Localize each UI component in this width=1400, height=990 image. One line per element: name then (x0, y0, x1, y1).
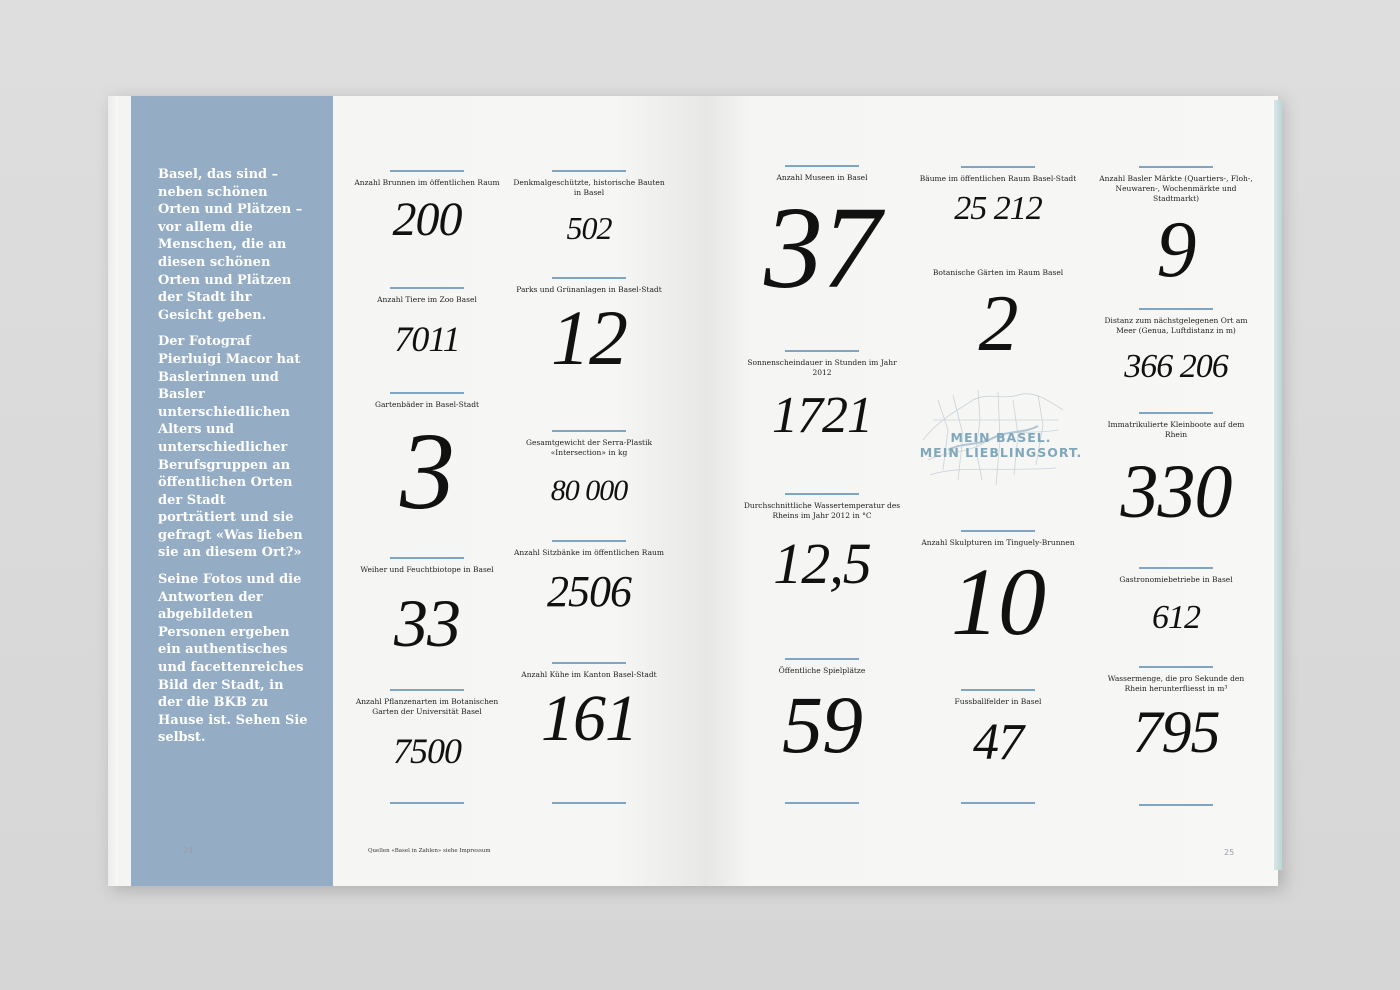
stat-block (509, 170, 669, 244)
stat-rule (552, 277, 626, 279)
stat-block (1096, 567, 1256, 635)
stat-rule (552, 170, 626, 172)
stat-block (347, 689, 507, 769)
stat-rule (785, 493, 859, 495)
stat-value: 59 (782, 678, 862, 770)
stat-block (1096, 666, 1256, 765)
intro-paragraph: Seine Fotos und die Antworten der abgebildeten Personen ergeben ein authentisches und facettenreiches Bild der Stadt, in der die BKB zu Hause ist. Sehen Sie selbst. (158, 572, 308, 746)
stat-value: 25 212 (954, 189, 1042, 227)
stat-rule (1139, 308, 1213, 310)
stat-value: 37 (764, 181, 880, 313)
stat-label: Denkmalgeschützte, historische Bauten in Basel (513, 177, 665, 197)
stat-rule (1139, 567, 1213, 569)
stat-value: 12,5 (773, 530, 871, 596)
stat-block (509, 277, 669, 381)
stat-value: 612 (1152, 598, 1200, 636)
stat-value: 366 206 (1124, 347, 1228, 385)
stat-block (1096, 166, 1256, 294)
stat-rule (552, 662, 626, 664)
source-note: Quellen «Basel in Zahlen» siehe Impressum (368, 848, 491, 854)
intro-paragraph: Der Fotograf Pierluigi Macor hat Baslerinnen und Basler unterschiedlichen Alters und unterschiedlicher Berufsgruppen an öffentlichen Orten der Stadt porträtiert und sie gefragt «Was lieben sie an diesem Ort?» (158, 334, 303, 561)
stat-label: Bäume im öffentlichen Raum Basel-Stadt (919, 173, 1077, 183)
map-title-line: MEIN BASEL. (950, 430, 1052, 445)
stat-block (1096, 308, 1256, 384)
stat-value: 10 (951, 547, 1045, 655)
stat-value: 33 (394, 584, 460, 661)
stat-rule (961, 166, 1035, 168)
stat-rule (961, 802, 1035, 804)
stat-value: 1721 (772, 386, 872, 444)
stat-rule (1139, 666, 1213, 668)
stat-label: Gesamtgewicht der Serra-Plastik «Intersection» in kg (525, 437, 653, 457)
stat-label: Gartenbäder in Basel-Stadt (374, 399, 480, 409)
stat-block (509, 662, 669, 755)
right-page-edge (1274, 100, 1282, 870)
intro-paragraph: Basel, das sind – neben schönen Orten und Plätzen – vor allem die Menschen, die an diesen schönen Orten und Plätzen der Stadt ihr Gesicht geben. (158, 167, 303, 323)
stat-block (509, 430, 669, 506)
stat-rule (390, 557, 464, 559)
stat-block (347, 557, 507, 661)
map-title (916, 430, 1086, 460)
stat-label: Anzahl Kühe im Kanton Basel-Stadt (521, 669, 657, 679)
stat-value: 7500 (393, 730, 461, 771)
stat-rule (1139, 804, 1213, 806)
stat-label: Immatrikulierte Kleinboote auf dem Rhein (1107, 419, 1245, 439)
stat-rule (1139, 166, 1213, 168)
stat-rule (390, 287, 464, 289)
stat-block (918, 689, 1078, 769)
stat-label: Anzahl Tiere im Zoo Basel (377, 294, 477, 304)
stat-label: Fussballfelder in Basel (954, 696, 1042, 706)
stat-block (509, 540, 669, 614)
stat-label: Wassermenge, die pro Sekunde den Rhein herunterfliesst in m³ (1107, 673, 1245, 693)
intro-text (158, 166, 308, 756)
stat-block (347, 170, 507, 244)
right-page-number: 25 (1224, 848, 1235, 857)
stat-value: 161 (541, 681, 637, 755)
stat-rule (1139, 412, 1213, 414)
stat-label: Anzahl Museen in Basel (776, 172, 868, 182)
stat-rule (961, 689, 1035, 691)
stat-rule (961, 530, 1035, 532)
stat-label: Parks und Grünanlagen in Basel-Stadt (516, 284, 662, 294)
stat-rule (552, 540, 626, 542)
stat-label: Anzahl Skulpturen im Tinguely-Brunnen (921, 537, 1075, 547)
stat-block (347, 392, 507, 532)
stat-rule (785, 802, 859, 804)
left-page-edge (108, 96, 118, 886)
stat-label: Distanz zum nächstgelegenen Ort am Meer (Genua, Luftdistanz in m) (1104, 315, 1248, 335)
stat-value: 47 (973, 713, 1023, 771)
stat-label: Anzahl Brunnen im öffentlichen Raum (354, 177, 500, 187)
stat-value: 7011 (394, 318, 460, 359)
left-page-number: 24 (183, 846, 194, 855)
stat-rule (785, 165, 859, 167)
stat-block (918, 166, 1078, 226)
stat-label: Anzahl Basler Märkte (Quartiers-, Floh-, Neuwaren-, Wochenmärkte und Stadtmarkt) (1099, 173, 1253, 203)
stat-value: 2 (978, 280, 1018, 368)
stat-label: Durchschnittliche Wassertemperatur des Rheins im Jahr 2012 in °C (743, 500, 901, 520)
stat-label: Gastronomiebetriebe in Basel (1119, 574, 1233, 584)
stat-label: Weiher und Feuchtbiotope in Basel (360, 564, 494, 574)
stat-label: Sonnenscheindauer in Stunden im Jahr 2012 (747, 357, 897, 377)
stat-value: 12 (551, 293, 627, 381)
stat-rule (390, 392, 464, 394)
stat-rule (552, 802, 626, 804)
stat-block (742, 350, 902, 442)
stat-rule (785, 658, 859, 660)
stat-block (742, 493, 902, 596)
stat-value: 795 (1132, 698, 1220, 765)
stat-block (1096, 412, 1256, 534)
stat-value: 3 (400, 409, 454, 532)
stat-block (742, 165, 902, 313)
stat-value: 330 (1120, 449, 1232, 534)
stat-value: 200 (392, 192, 462, 246)
map-title-line: MEIN LIEBLINGSORT. (919, 445, 1083, 460)
stat-block (347, 287, 507, 357)
stat-rule (785, 350, 859, 352)
stat-label: Anzahl Sitzbänke im öffentlichen Raum (514, 547, 664, 557)
stat-value: 502 (566, 209, 612, 246)
stat-block (918, 530, 1078, 655)
stat-rule (390, 802, 464, 804)
stat-rule (552, 430, 626, 432)
stat-block (918, 268, 1078, 368)
stat-value: 80 000 (550, 473, 628, 507)
stat-block (742, 658, 902, 770)
stat-rule (390, 689, 464, 691)
stat-label: Botanische Gärten im Raum Basel (932, 268, 1064, 277)
stat-value: 9 (1156, 205, 1196, 294)
stat-label: Öffentliche Spielplätze (778, 665, 866, 675)
stat-rule (390, 170, 464, 172)
stat-label: Anzahl Pflanzenarten im Botanischen Garten der Universität Basel (355, 696, 499, 716)
stat-value: 2506 (547, 566, 631, 616)
